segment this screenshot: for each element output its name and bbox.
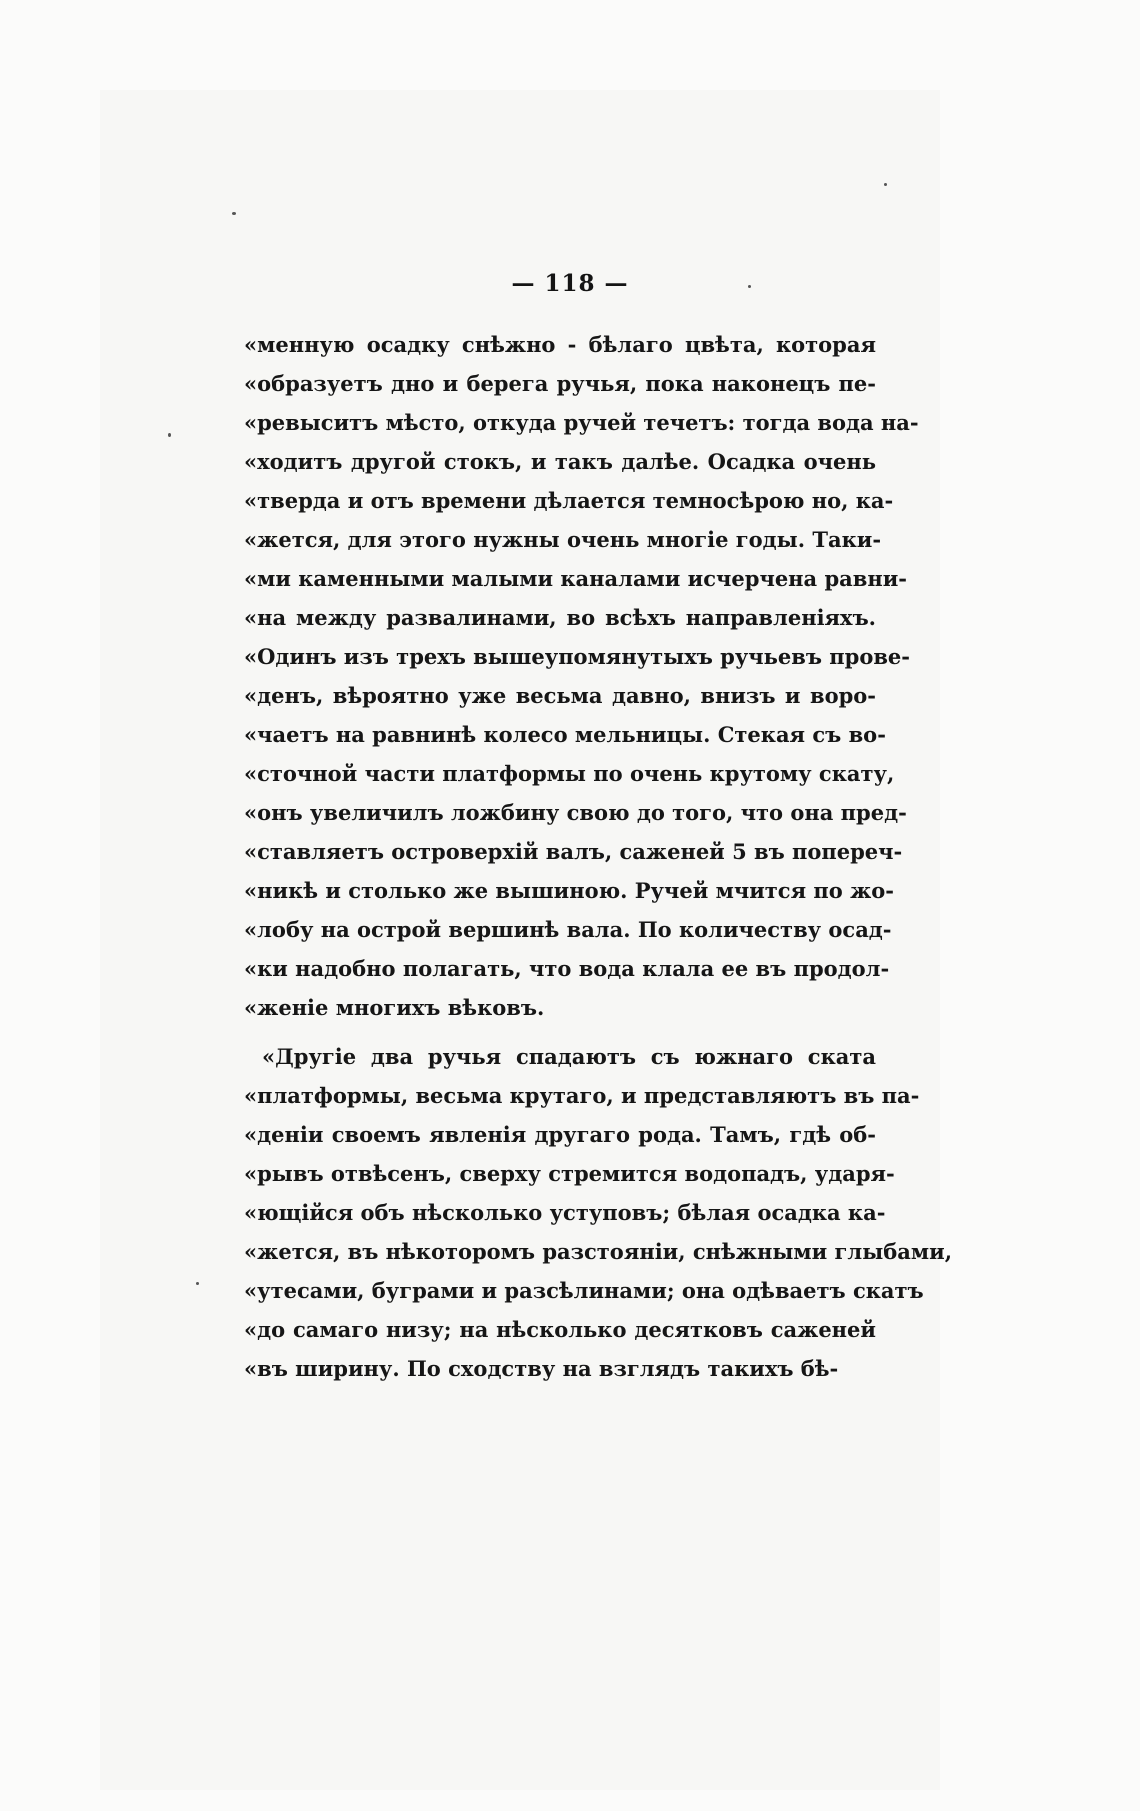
- text-line: «менную осадку снѣжно - бѣлаго цвѣта, которая: [244, 332, 876, 357]
- scan-speck: [232, 212, 236, 215]
- paragraph: [244, 325, 919, 1027]
- text-line: «ходитъ другой стокъ, и такъ далѣе. Осадка очень: [244, 449, 876, 474]
- text-line: «ревыситъ мѣсто, откуда ручей течетъ: тогда вода на-: [244, 410, 919, 435]
- text-line: «тверда и отъ времени дѣлается темносѣрою но, ка-: [244, 488, 894, 513]
- text-line: «жется, для этого нужны очень многіе годы. Таки-: [244, 527, 882, 552]
- text-line: «ми каменными малыми каналами исчерчена равни-: [244, 566, 908, 591]
- text-line: «ющійся объ нѣсколько уступовъ; бѣлая осадка ка-: [244, 1200, 886, 1225]
- text-line: «жется, въ нѣкоторомъ разстояніи, снѣжными глыбами,: [244, 1239, 953, 1264]
- text-line: «Одинъ изъ трехъ вышеупомянутыхъ ручьевъ прове-: [244, 644, 910, 669]
- scan-speck: [196, 1282, 199, 1285]
- text-line: «деніи своемъ явленія другаго рода. Тамъ, гдѣ об-: [244, 1122, 876, 1147]
- text-line: «Другіе два ручья спадаютъ съ южнаго ската: [262, 1044, 876, 1069]
- text-line: «на между развалинами, во всѣхъ направленіяхъ.: [244, 605, 876, 630]
- text-line: «ставляетъ островерхій валъ, саженей 5 въ попереч-: [244, 839, 903, 864]
- text-line: «утесами, буграми и разсѣлинами; она одѣваетъ скатъ: [244, 1278, 924, 1303]
- text-line: «денъ, вѣроятно уже весьма давно, внизъ и воро-: [244, 683, 876, 708]
- scan-speck: [884, 183, 887, 186]
- text-line: «въ ширину. По сходству на взглядъ такихъ бѣ-: [244, 1356, 839, 1381]
- text-line: «онъ увеличилъ ложбину свою до того, что она пред-: [244, 800, 907, 825]
- text-line: «женіе многихъ вѣковъ.: [244, 995, 545, 1020]
- scan-speck: [748, 285, 751, 288]
- body-text: [244, 325, 953, 1388]
- paragraph: [244, 1037, 953, 1388]
- paragraph-gap: [244, 1027, 876, 1037]
- text-line: «платформы, весьма крутаго, и представляютъ въ па-: [244, 1083, 920, 1108]
- text-line: «никѣ и столько же вышиною. Ручей мчится по жо-: [244, 878, 895, 903]
- text-line: «чаетъ на равнинѣ колесо мельницы. Стекая съ во-: [244, 722, 886, 747]
- page-number: — 118 —: [511, 270, 629, 297]
- text-line: «сточной части платформы по очень крутому скату,: [244, 761, 895, 786]
- text-line: «ки надобно полагать, что вода клала ее въ продол-: [244, 956, 890, 981]
- text-line: «лобу на острой вершинѣ вала. По количеству осад-: [244, 917, 892, 942]
- text-line: «образуетъ дно и берега ручья, пока наконецъ пе-: [244, 371, 876, 396]
- scan-speck: [168, 433, 171, 437]
- text-line: «до самаго низу; на нѣсколько десятковъ саженей: [244, 1317, 876, 1342]
- text-line: «рывъ отвѣсенъ, сверху стремится водопадъ, ударя-: [244, 1161, 895, 1186]
